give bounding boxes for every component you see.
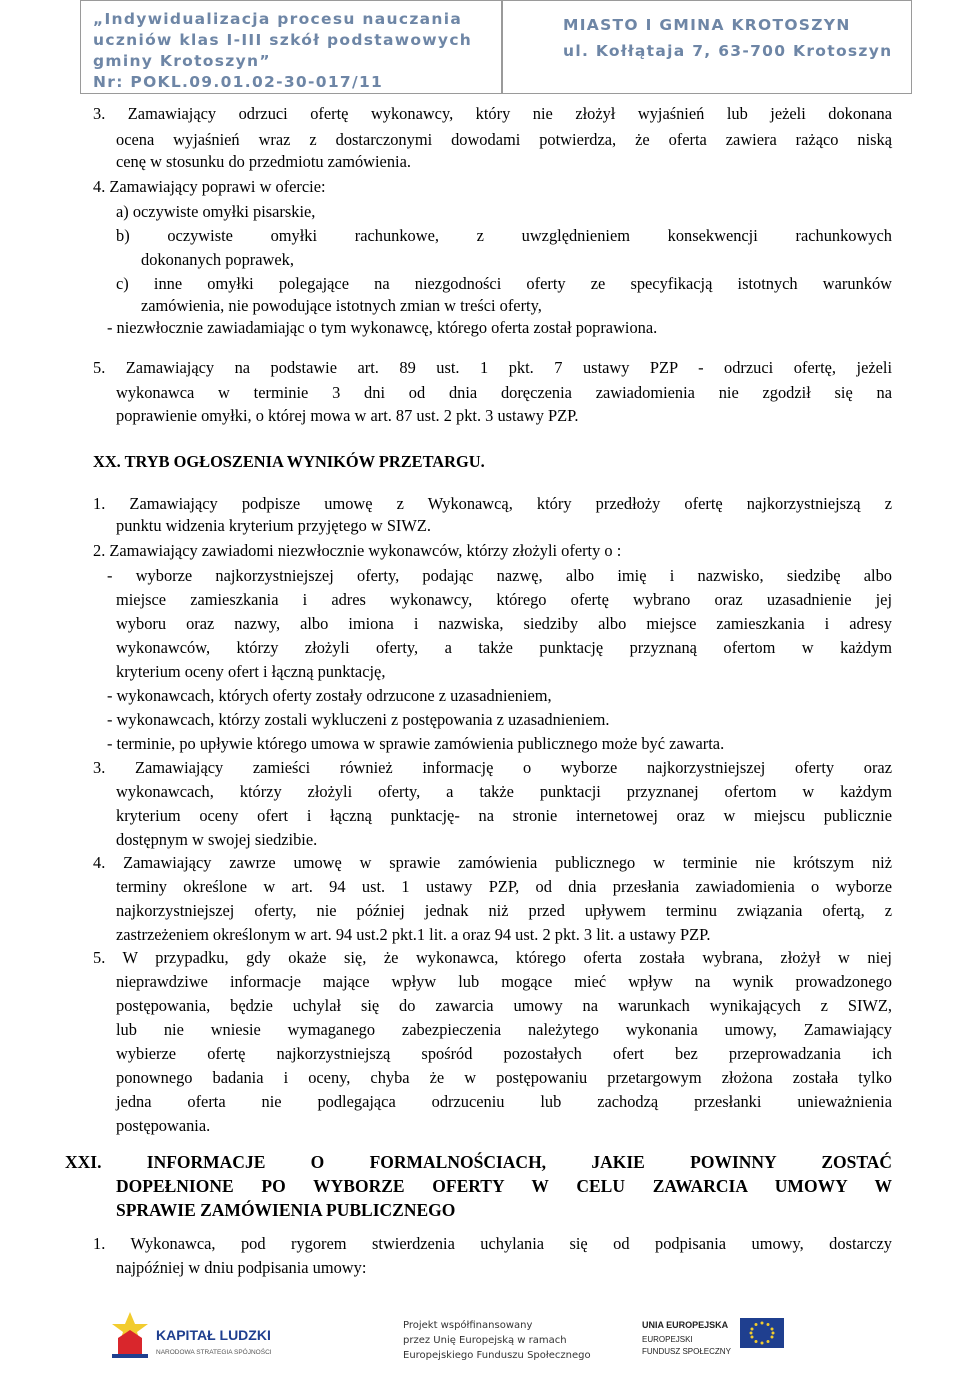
- xx2-line-8: - wykonawcach, którzy zostali wykluczeni z postępowania z uzasadnieniem.: [107, 710, 610, 729]
- section-xxi-heading-line-1: XXI. INFORMACJE O FORMALNOŚCIACH, JAKIE POWINNY ZOSTAĆ: [65, 1152, 892, 1172]
- header-project-line-2: uczniów klas I-III szkół podstawowych: [93, 31, 473, 49]
- section-xxi-heading-line-2: DOPEŁNIONE PO WYBORZE OFERTY W CELU ZAWARCIA UMOWY W: [116, 1176, 892, 1196]
- xx5-line-4: lub nie wniesie wymaganego zabezpieczenia należytego wykonania umowy, Zamawiający: [116, 1020, 892, 1039]
- header-project-box: [80, 0, 502, 94]
- cofinanced-caption: [355, 1314, 595, 1370]
- xxi1-line-1: 1. Wykonawca, pod rygorem stwierdzenia uchylania się od podpisania umowy, dostarczy: [93, 1234, 892, 1253]
- xx2-line-7: - wykonawcach, których oferty zostały odrzucone z uzasadnieniem,: [107, 686, 552, 705]
- s3-line-3: cenę w stosunku do przedmiotu zamówienia.: [116, 152, 411, 171]
- xx5-line-3: postępowania, będzie uchylał się do zawarcia umowy na warunkach wynikających z SIWZ,: [116, 996, 892, 1015]
- kapital-ludzki-title: KAPITAŁ LUDZKI: [156, 1327, 271, 1343]
- xx4-line-3: najkorzystniejszej oferty, nie później jednak niż przed upływem terminu związania ofertą, z: [116, 901, 892, 920]
- xx2-line-5: wykonawców, którzy złożyli oferty, a także punktację przyznaną ofertom w każdym: [116, 638, 892, 657]
- cofinanced-line-2: przez Unię Europejską w ramach: [403, 1335, 567, 1346]
- s4-notify: - niezwłocznie zawiadamiając o tym wykonawcę, którego oferta został poprawiona.: [107, 318, 658, 337]
- header-municipality-box: [502, 0, 912, 94]
- xx5-line-5: wybierze ofertę najkorzystniejszą spośród pozostałych ofert bez przeprowadzania ich: [116, 1044, 892, 1063]
- xx3-line-1: 3. Zamawiający zamieści również informację o wyborze najkorzystniejszej oferty oraz: [93, 758, 892, 777]
- xx5-line-7: jedna oferta nie podlegająca odrzuceniu lub zachodzą przesłanki unieważnienia: [116, 1092, 892, 1111]
- xx5-line-6: ponownego badania i oceny, chyba że w postępowaniu przetargowym złożona została tylko: [116, 1068, 892, 1087]
- xx2-line-3: miejsce zamieszkania i adres wykonawcy, którego ofertę wybrano oraz uzasadnienie jej: [116, 590, 892, 609]
- s3-line-1: 3. Zamawiający odrzuci ofertę wykonawcy, który nie złożył wyjaśnień lub jeżeli dokonana: [93, 104, 892, 123]
- eu-flag-icon: [740, 1318, 784, 1348]
- cofinanced-line-1: Projekt współfinansowany: [403, 1320, 533, 1331]
- xx2-line-9: - terminie, po upływie którego umowa w sprawie zamówienia publicznego może być zawarta.: [107, 734, 725, 753]
- s5-line-2: wykonawca w terminie 3 dni od dnia doręczenia zawiadomienia nie zgodził się na: [116, 383, 892, 402]
- xx3-line-2: wykonawcach, którzy złożyli oferty, a także punktacji przyznanej ofertom w każdym: [116, 782, 892, 801]
- header-project-number: Nr: POKL.09.01.02-30-017/11: [93, 73, 384, 91]
- xx5-line-1: 5. W przypadku, gdy okaże się, że wykonawca, którego oferta została wybrana, złożył w niej: [93, 948, 892, 967]
- kapital-ludzki-mark-icon: [108, 1310, 288, 1366]
- header-project-line-3: gminy Krotoszyn”: [93, 52, 271, 70]
- xx4-line-2: terminy określone w art. 94 ust. 1 ustawy PZP, od dnia przesłania zawiadomienia o wyborze: [116, 877, 892, 896]
- xx3-line-3: kryterium oceny ofert i łączną punktację- na stronie internetowej oraz w miejscu publicznie: [116, 806, 892, 825]
- xx1-line-1: 1. Zamawiający podpisze umowę z Wykonawcą, który przedłoży ofertę najkorzystniejszą z: [93, 494, 892, 513]
- cofinanced-line-3: Europejskiego Funduszu Społecznego: [403, 1350, 591, 1361]
- eu-fund-line-1: EUROPEJSKI: [642, 1335, 693, 1344]
- header-municipality-address: ul. Kołłątaja 7, 63-700 Krotoszyn: [563, 42, 893, 60]
- xx1-line-2: punktu widzenia kryterium przyjętego w SIWZ.: [116, 516, 431, 535]
- s4-item-a: a) oczywiste omyłki pisarskie,: [116, 202, 316, 221]
- header-project-line-1: „Indywidualizacja procesu nauczania: [93, 10, 463, 28]
- footer-logos: [0, 1296, 960, 1376]
- xx5-line-8: postępowania.: [116, 1116, 211, 1135]
- xx2-line-4: wyboru oraz nazwy, albo imiona i nazwiska, siedziby albo miejsce zamieszkania i adresy: [116, 614, 892, 633]
- s4-item-b-cont: dokonanych poprawek,: [141, 250, 294, 269]
- xx5-line-2: nieprawdziwe informacje mające wpływ lub mogące mieć wpływ na wynik prowadzonego: [116, 972, 892, 991]
- xx2-line-2: - wyborze najkorzystniejszej oferty, podając nazwę, albo imię i nazwisko, siedzibę albo: [107, 566, 892, 585]
- xx4-line-4: zastrzeżeniem określonym w art. 94 ust.2 pkt.1 lit. a oraz 94 ust. 2 pkt. 3 lit. a ustawy PZP.: [116, 925, 711, 944]
- kapital-ludzki-subtitle: NARODOWA STRATEGIA SPÓJNOŚCI: [156, 1349, 272, 1356]
- xx4-line-1: 4. Zamawiający zawrze umowę w sprawie zamówienia publicznego w terminie nie krótszym niż: [93, 853, 892, 872]
- s3-line-2: ocena wyjaśnień wraz z dostarczonymi dowodami potwierdza, że oferta zawiera rażąco niską: [116, 130, 892, 149]
- xx2-line-6: kryterium oceny ofert i łączną punktację,: [116, 662, 386, 681]
- s4-item-b: b) oczywiste omyłki rachunkowe, z uwzględnieniem konsekwencji rachunkowych: [116, 226, 892, 245]
- eu-logo: [640, 1314, 790, 1370]
- section-xx-heading: XX. TRYB OGŁOSZENIA WYNIKÓW PRZETARGU.: [93, 452, 485, 471]
- xx2-line-1: 2. Zamawiający zawiadomi niezwłocznie wykonawców, którzy złożyli oferty o :: [93, 541, 622, 560]
- header-municipality-name: MIASTO I GMINA KROTOSZYN: [563, 16, 851, 34]
- xxi1-line-2: najpóźniej w dniu podpisania umowy:: [116, 1258, 367, 1277]
- s5-line-1: 5. Zamawiający na podstawie art. 89 ust. 1 pkt. 7 ustawy PZP - odrzuci ofertę, jeżeli: [93, 358, 892, 377]
- kapital-ludzki-logo: [108, 1310, 288, 1366]
- xx3-line-4: dostępnym w swojej siedzibie.: [116, 830, 318, 849]
- s5-line-3: poprawienie omyłki, o której mowa w art. 87 ust. 2 pkt. 3 ustawy PZP.: [116, 406, 579, 425]
- s4-item-c-cont: zamówienia, nie powodujące istotnych zmian w treści oferty,: [141, 296, 542, 315]
- eu-title: UNIA EUROPEJSKA: [642, 1320, 729, 1330]
- eu-fund-line-2: FUNDUSZ SPOŁECZNY: [642, 1347, 731, 1356]
- s4-line-1: 4. Zamawiający poprawi w ofercie:: [93, 177, 326, 196]
- section-xxi-heading-line-3: SPRAWIE ZAMÓWIENIA PUBLICZNEGO: [116, 1200, 456, 1220]
- s4-item-c: c) inne omyłki polegające na niezgodności oferty ze specyfikacją istotnych warunków: [116, 274, 892, 293]
